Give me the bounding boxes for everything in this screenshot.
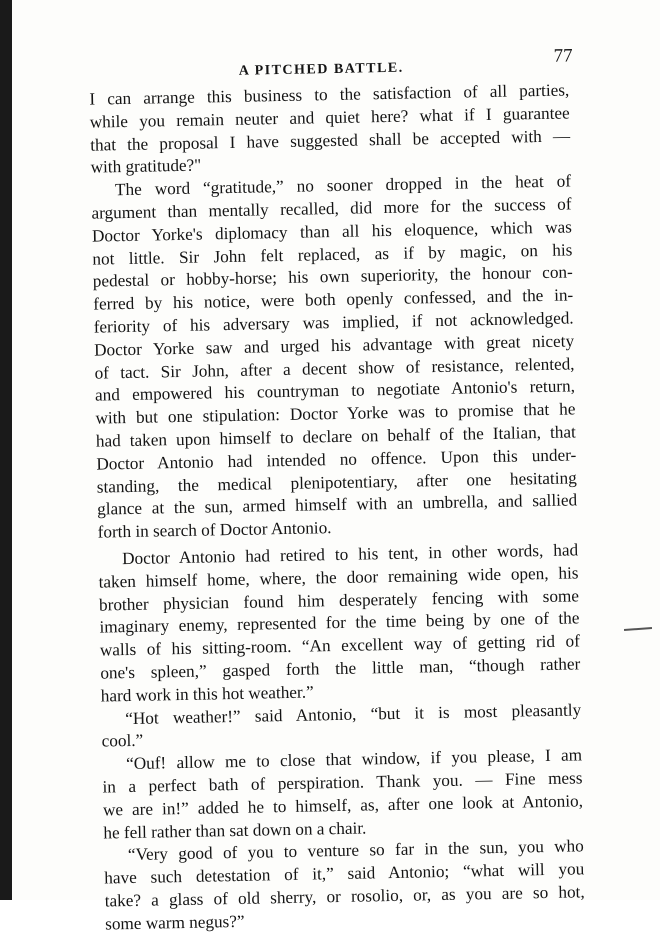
text-line: argument than mentally recalled, did more for the success of	[91, 194, 572, 223]
text-line: we are in!” added he to himself, as, after one look at Antonio,	[102, 791, 584, 820]
body-text	[89, 79, 585, 936]
text-line: glance at the sun, armed himself with an umbrella, and sallied	[97, 490, 578, 519]
text-line: Doctor Antonio had intended no offence. Upon this under-	[96, 445, 577, 474]
text-line: have such detestation of it,” said Antonio; “what will you	[104, 859, 585, 888]
text-line: he fell rather than sat down on a chair.	[103, 817, 367, 843]
paragraph-continued	[89, 79, 571, 179]
text-line: “Ouf! allow me to close that window, if you please, I am	[125, 745, 583, 774]
text-line: feriority of his adversary was implied, if not acknowledged.	[93, 308, 574, 337]
text-line: Doctor Yorke saw and urged his advantage with great nicety	[93, 331, 575, 360]
text-line: some warm negus?”	[104, 911, 245, 934]
text-line: with gratitude?"	[90, 155, 202, 178]
page-number: 77	[553, 45, 573, 67]
paragraph-ouf	[102, 744, 584, 844]
text-line: imaginary enemy, represented for the time being by one of the	[99, 608, 580, 637]
text-line: in a perfect bath of perspiration. Thank you. — Fine mess	[102, 768, 583, 797]
text-line: “Hot weather!” said Antonio, “but it is most pleasantly	[125, 699, 582, 728]
text-line: while you remain neuter and quiet here? what if I guarantee	[89, 103, 570, 132]
text-line: I can arrange this business to the satisfaction of all parties,	[89, 80, 570, 109]
book-page	[88, 39, 585, 934]
margin-mark	[624, 627, 652, 631]
text-line: of tact. Sir John, after a decent show of resistance, relented,	[94, 353, 575, 383]
text-line: Doctor Antonio had retired to his tent, in other words, had	[121, 540, 579, 569]
binding-edge	[0, 0, 12, 900]
text-line: standing, the medical plenipotentiary, after one hesitating	[96, 467, 577, 497]
text-line: ferred by his notice, were both openly confessed, and the in-	[93, 285, 574, 314]
text-line: forth in search of Doctor Antonio.	[97, 518, 332, 542]
text-line: hard work in this hot weather.”	[100, 682, 314, 706]
text-line: that the proposal I have suggested shall be accepted with —	[90, 126, 571, 155]
text-line: The word “gratitude,” no sooner dropped in the heat of	[114, 171, 572, 200]
paragraph-very-good	[104, 836, 586, 936]
text-line: walls of his sitting-room. “An excellent way of getting rid of	[99, 631, 581, 660]
text-line: with but one stipulation: Doctor Yorke was to promise that he	[95, 399, 576, 428]
text-line: had taken upon himself to declare on behalf of the Italian, that	[95, 422, 576, 451]
text-line: take? a glass of old sherry, or rosolio, or, as you are so hot,	[104, 882, 585, 911]
text-line: cool.”	[101, 731, 144, 751]
text-line: brother physician found him desperately fencing with some	[98, 585, 580, 615]
text-line: not little. Sir John felt replaced, as if by magic, on his	[92, 240, 573, 269]
text-line: and empowered his countryman to negotiate Antonio's return,	[94, 376, 576, 405]
text-line: taken himself home, where, the door remaining wide open, his	[98, 563, 579, 592]
paragraph-gratitude	[91, 171, 578, 545]
text-line: pedestal or hobby-horse; his own superiority, the honour con-	[92, 262, 573, 292]
running-title: A PITCHED BATTLE.	[238, 60, 404, 79]
text-line: one's spleen,” gasped forth the little man, “though rather	[100, 654, 581, 683]
text-line: Doctor Yorke's diplomacy than all his eloquence, which was	[91, 217, 573, 246]
paragraph-tent	[98, 539, 581, 708]
text-line: “Very good of you to venture so far in the sun, you who	[127, 836, 584, 865]
